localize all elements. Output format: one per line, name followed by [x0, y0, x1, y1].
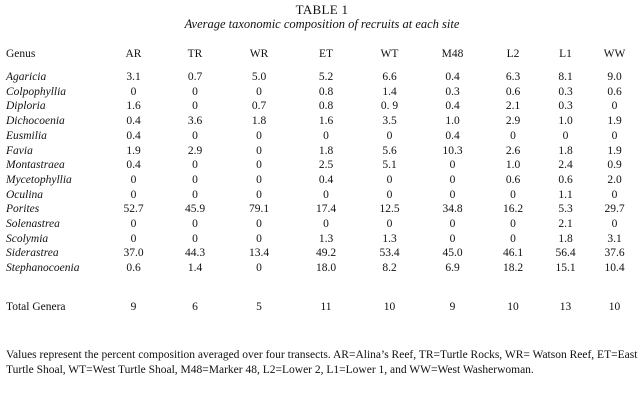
value-cell: 0 — [130, 218, 137, 231]
value-cell: 0 — [611, 100, 618, 113]
value-cell: 0.3 — [558, 100, 573, 113]
value-cell: 0. 9 — [380, 100, 399, 113]
value-cell: 2.9 — [187, 144, 203, 157]
value-cell: 18.0 — [315, 262, 337, 275]
value-cell: 0 — [192, 232, 198, 245]
value-cell: 1.8 — [558, 232, 573, 245]
total-cell: 10 — [383, 300, 396, 313]
value-cell: 0 — [323, 218, 329, 231]
value-cell: 0 — [386, 173, 393, 186]
value-cell: 1.3 — [318, 232, 334, 245]
column-header: WR — [249, 48, 269, 60]
value-cell: 79.1 — [248, 203, 270, 216]
column-header: AR — [125, 48, 142, 60]
value-cell: 1.0 — [558, 115, 573, 128]
value-cell: 5.3 — [558, 203, 573, 216]
value-cell: 0.6 — [505, 85, 521, 98]
value-cell: 0 — [256, 218, 262, 231]
total-cell: 10 — [507, 300, 519, 313]
value-cell: 1.0 — [505, 159, 521, 172]
value-cell: 0 — [192, 173, 198, 186]
column-header: TR — [187, 48, 203, 60]
table-row — [6, 70, 638, 85]
value-cell: 2.1 — [505, 100, 521, 113]
value-cell: 45.0 — [442, 247, 463, 260]
value-cell: 34.8 — [442, 203, 463, 216]
value-cell: 3.6 — [187, 115, 203, 128]
value-cell: 9.0 — [607, 71, 622, 83]
total-cell: 9 — [130, 300, 137, 313]
value-cell: 0 — [256, 232, 262, 245]
value-cell: 1.4 — [187, 262, 203, 275]
value-cell: 3.1 — [126, 71, 141, 83]
header-row — [6, 46, 638, 70]
value-cell: 0 — [449, 173, 456, 186]
value-cell: 1.9 — [607, 144, 622, 157]
value-cell: 18.2 — [502, 262, 524, 275]
table-row — [6, 261, 638, 276]
value-cell: 0 — [256, 188, 262, 201]
table-row — [6, 246, 638, 261]
genus-cell: Dichocoenia — [6, 115, 65, 128]
table-body — [6, 70, 638, 315]
value-cell: 0 — [192, 218, 198, 231]
value-cell: 2.0 — [607, 173, 622, 186]
value-cell: 0 — [192, 85, 198, 98]
table-row — [6, 202, 638, 217]
total-row — [6, 300, 638, 315]
value-cell: 0 — [192, 188, 198, 201]
value-cell: 0 — [256, 159, 262, 172]
spacer-cell — [6, 276, 638, 300]
genus-cell: Colpophyllia — [6, 85, 67, 98]
value-cell: 1.9 — [607, 115, 622, 128]
value-cell: 0 — [386, 188, 393, 201]
value-cell: 29.7 — [604, 203, 625, 216]
value-cell: 0.7 — [187, 71, 203, 83]
value-cell: 0 — [192, 100, 198, 113]
value-cell: 3.5 — [382, 115, 397, 128]
table-row — [6, 85, 638, 100]
value-cell: 5.2 — [318, 71, 334, 83]
value-cell: 45.9 — [184, 203, 206, 216]
value-cell: 5.1 — [382, 159, 397, 172]
value-cell: 12.5 — [379, 203, 400, 216]
value-cell: 0 — [510, 188, 516, 201]
table-row — [6, 158, 638, 173]
value-cell: 17.4 — [315, 203, 337, 216]
table-number: TABLE 1 — [295, 2, 349, 17]
value-cell: 44.3 — [184, 247, 206, 260]
value-cell: 1.1 — [558, 188, 573, 201]
value-cell: 0 — [611, 129, 618, 142]
value-cell: 0.4 — [445, 129, 460, 142]
value-cell: 0.6 — [505, 173, 521, 186]
value-cell: 53.4 — [379, 247, 400, 260]
value-cell: 0 — [256, 85, 262, 98]
value-cell: 0 — [323, 129, 329, 142]
column-header: Genus — [6, 48, 36, 60]
value-cell: 0.3 — [445, 85, 460, 98]
value-cell: 2.4 — [558, 159, 573, 172]
value-cell: 0 — [256, 262, 262, 275]
genus-cell: Scolymia — [6, 232, 49, 245]
table-row — [6, 129, 638, 144]
value-cell: 0 — [562, 129, 569, 142]
value-cell: 1.8 — [318, 144, 334, 157]
value-cell: 15.1 — [555, 262, 576, 275]
column-header: ET — [318, 48, 334, 60]
value-cell: 0.6 — [558, 173, 573, 186]
table-row — [6, 99, 638, 114]
value-cell: 8.1 — [558, 71, 573, 83]
genus-cell: Oculina — [6, 188, 44, 201]
value-cell: 8.2 — [382, 262, 397, 275]
value-cell: 2.6 — [505, 144, 521, 157]
total-cell: 13 — [559, 300, 572, 313]
column-header: L1 — [559, 48, 572, 60]
table-row — [6, 173, 638, 188]
value-cell: 37.0 — [123, 247, 144, 260]
total-cell: 11 — [320, 300, 332, 313]
value-cell: 0.6 — [126, 262, 141, 275]
genus-cell: Montastraea — [6, 159, 65, 172]
value-cell: 0 — [323, 188, 329, 201]
value-cell: 1.3 — [382, 232, 397, 245]
value-cell: 6.3 — [505, 71, 521, 83]
value-cell: 0 — [256, 144, 262, 157]
genus-cell: Stephanocoenia — [6, 262, 80, 275]
value-cell: 1.9 — [126, 144, 141, 157]
value-cell: 0.4 — [318, 173, 334, 186]
total-cell: 10 — [608, 300, 621, 313]
value-cell: 0 — [192, 129, 198, 142]
column-header: M48 — [441, 48, 464, 60]
value-cell: 0 — [449, 218, 456, 231]
total-cell: 5 — [256, 300, 262, 313]
value-cell: 0.8 — [318, 100, 334, 113]
value-cell: 0 — [130, 173, 137, 186]
value-cell: 0.4 — [126, 129, 141, 142]
value-cell: 0 — [256, 173, 262, 186]
column-header: WW — [603, 48, 626, 60]
total-cell: 6 — [192, 300, 198, 313]
value-cell: 46.1 — [502, 247, 524, 260]
value-cell: 0 — [449, 232, 456, 245]
value-cell: 10.4 — [604, 262, 625, 275]
value-cell: 0 — [449, 159, 456, 172]
table-row — [6, 114, 638, 129]
value-cell: 16.2 — [502, 203, 524, 216]
value-cell: 3.1 — [607, 232, 622, 245]
value-cell: 37.6 — [604, 247, 625, 260]
genus-cell: Eusmilia — [6, 129, 47, 142]
value-cell: 0 — [611, 218, 618, 231]
table-row — [6, 217, 638, 232]
table-row — [6, 188, 638, 203]
value-cell: 0 — [386, 129, 393, 142]
value-cell: 0 — [130, 232, 137, 245]
value-cell: 2.9 — [505, 115, 521, 128]
value-cell: 0.8 — [318, 85, 334, 98]
value-cell: 0 — [510, 232, 516, 245]
table-row — [6, 232, 638, 247]
column-header: WT — [380, 48, 399, 60]
value-cell: 56.4 — [555, 247, 576, 260]
value-cell: 0 — [192, 159, 198, 172]
genus-cell: Favia — [6, 144, 33, 157]
table-footnote: Values represent the percent composition averaged over four transects. AR=Alina’s Reef, TR=Turtle Rocks, WR= Watson Reef, ET=East Turtle Shoal, WT=West Turtle Shoal, M48=Marker 48, L2=Lower 2, L1=Lower 1, and WW=West Washerwoman. — [6, 349, 638, 376]
total-cell: 9 — [449, 300, 456, 313]
value-cell: 0 — [130, 85, 137, 98]
value-cell: 1.6 — [318, 115, 334, 128]
value-cell: 5.0 — [251, 71, 267, 83]
value-cell: 0.4 — [445, 71, 460, 83]
value-cell: 5.6 — [382, 144, 397, 157]
value-cell: 0 — [611, 188, 618, 201]
value-cell: 0.4 — [445, 100, 460, 113]
column-header: L2 — [506, 48, 520, 60]
value-cell: 0.3 — [558, 85, 573, 98]
value-cell: 0.9 — [607, 159, 622, 172]
spacer-row — [6, 276, 638, 300]
value-cell: 2.5 — [318, 159, 334, 172]
value-cell: 1.8 — [558, 144, 573, 157]
value-cell: 13.4 — [248, 247, 270, 260]
value-cell: 1.4 — [382, 85, 397, 98]
value-cell: 0 — [449, 188, 456, 201]
table-row — [6, 144, 638, 159]
genus-cell: Agaricia — [6, 71, 47, 83]
value-cell: 49.2 — [315, 247, 337, 260]
value-cell: 0 — [386, 218, 393, 231]
value-cell: 0.4 — [126, 115, 141, 128]
genus-cell: Siderastrea — [6, 247, 59, 260]
value-cell: 0 — [510, 129, 516, 142]
genus-cell: Solenastrea — [6, 218, 60, 231]
value-cell: 0.4 — [126, 159, 141, 172]
value-cell: 0 — [256, 129, 262, 142]
value-cell: 10.3 — [442, 144, 463, 157]
genus-cell: Porites — [6, 203, 40, 216]
value-cell: 1.0 — [445, 115, 460, 128]
genus-cell: Diploria — [6, 100, 46, 113]
composition-table — [6, 46, 638, 315]
value-cell: 0 — [130, 188, 137, 201]
total-label: Total Genera — [6, 300, 66, 313]
value-cell: 1.8 — [251, 115, 267, 128]
genus-cell: Mycetophyllia — [6, 173, 72, 186]
table-caption: Average taxonomic composition of recruits at each site — [184, 17, 460, 31]
value-cell: 6.6 — [382, 71, 397, 83]
value-cell: 0.7 — [251, 100, 267, 113]
value-cell: 52.7 — [123, 203, 144, 216]
value-cell: 2.1 — [558, 218, 573, 231]
value-cell: 1.6 — [126, 100, 141, 113]
value-cell: 6.9 — [445, 262, 460, 275]
value-cell: 0.6 — [607, 85, 622, 98]
value-cell: 0 — [510, 218, 516, 231]
